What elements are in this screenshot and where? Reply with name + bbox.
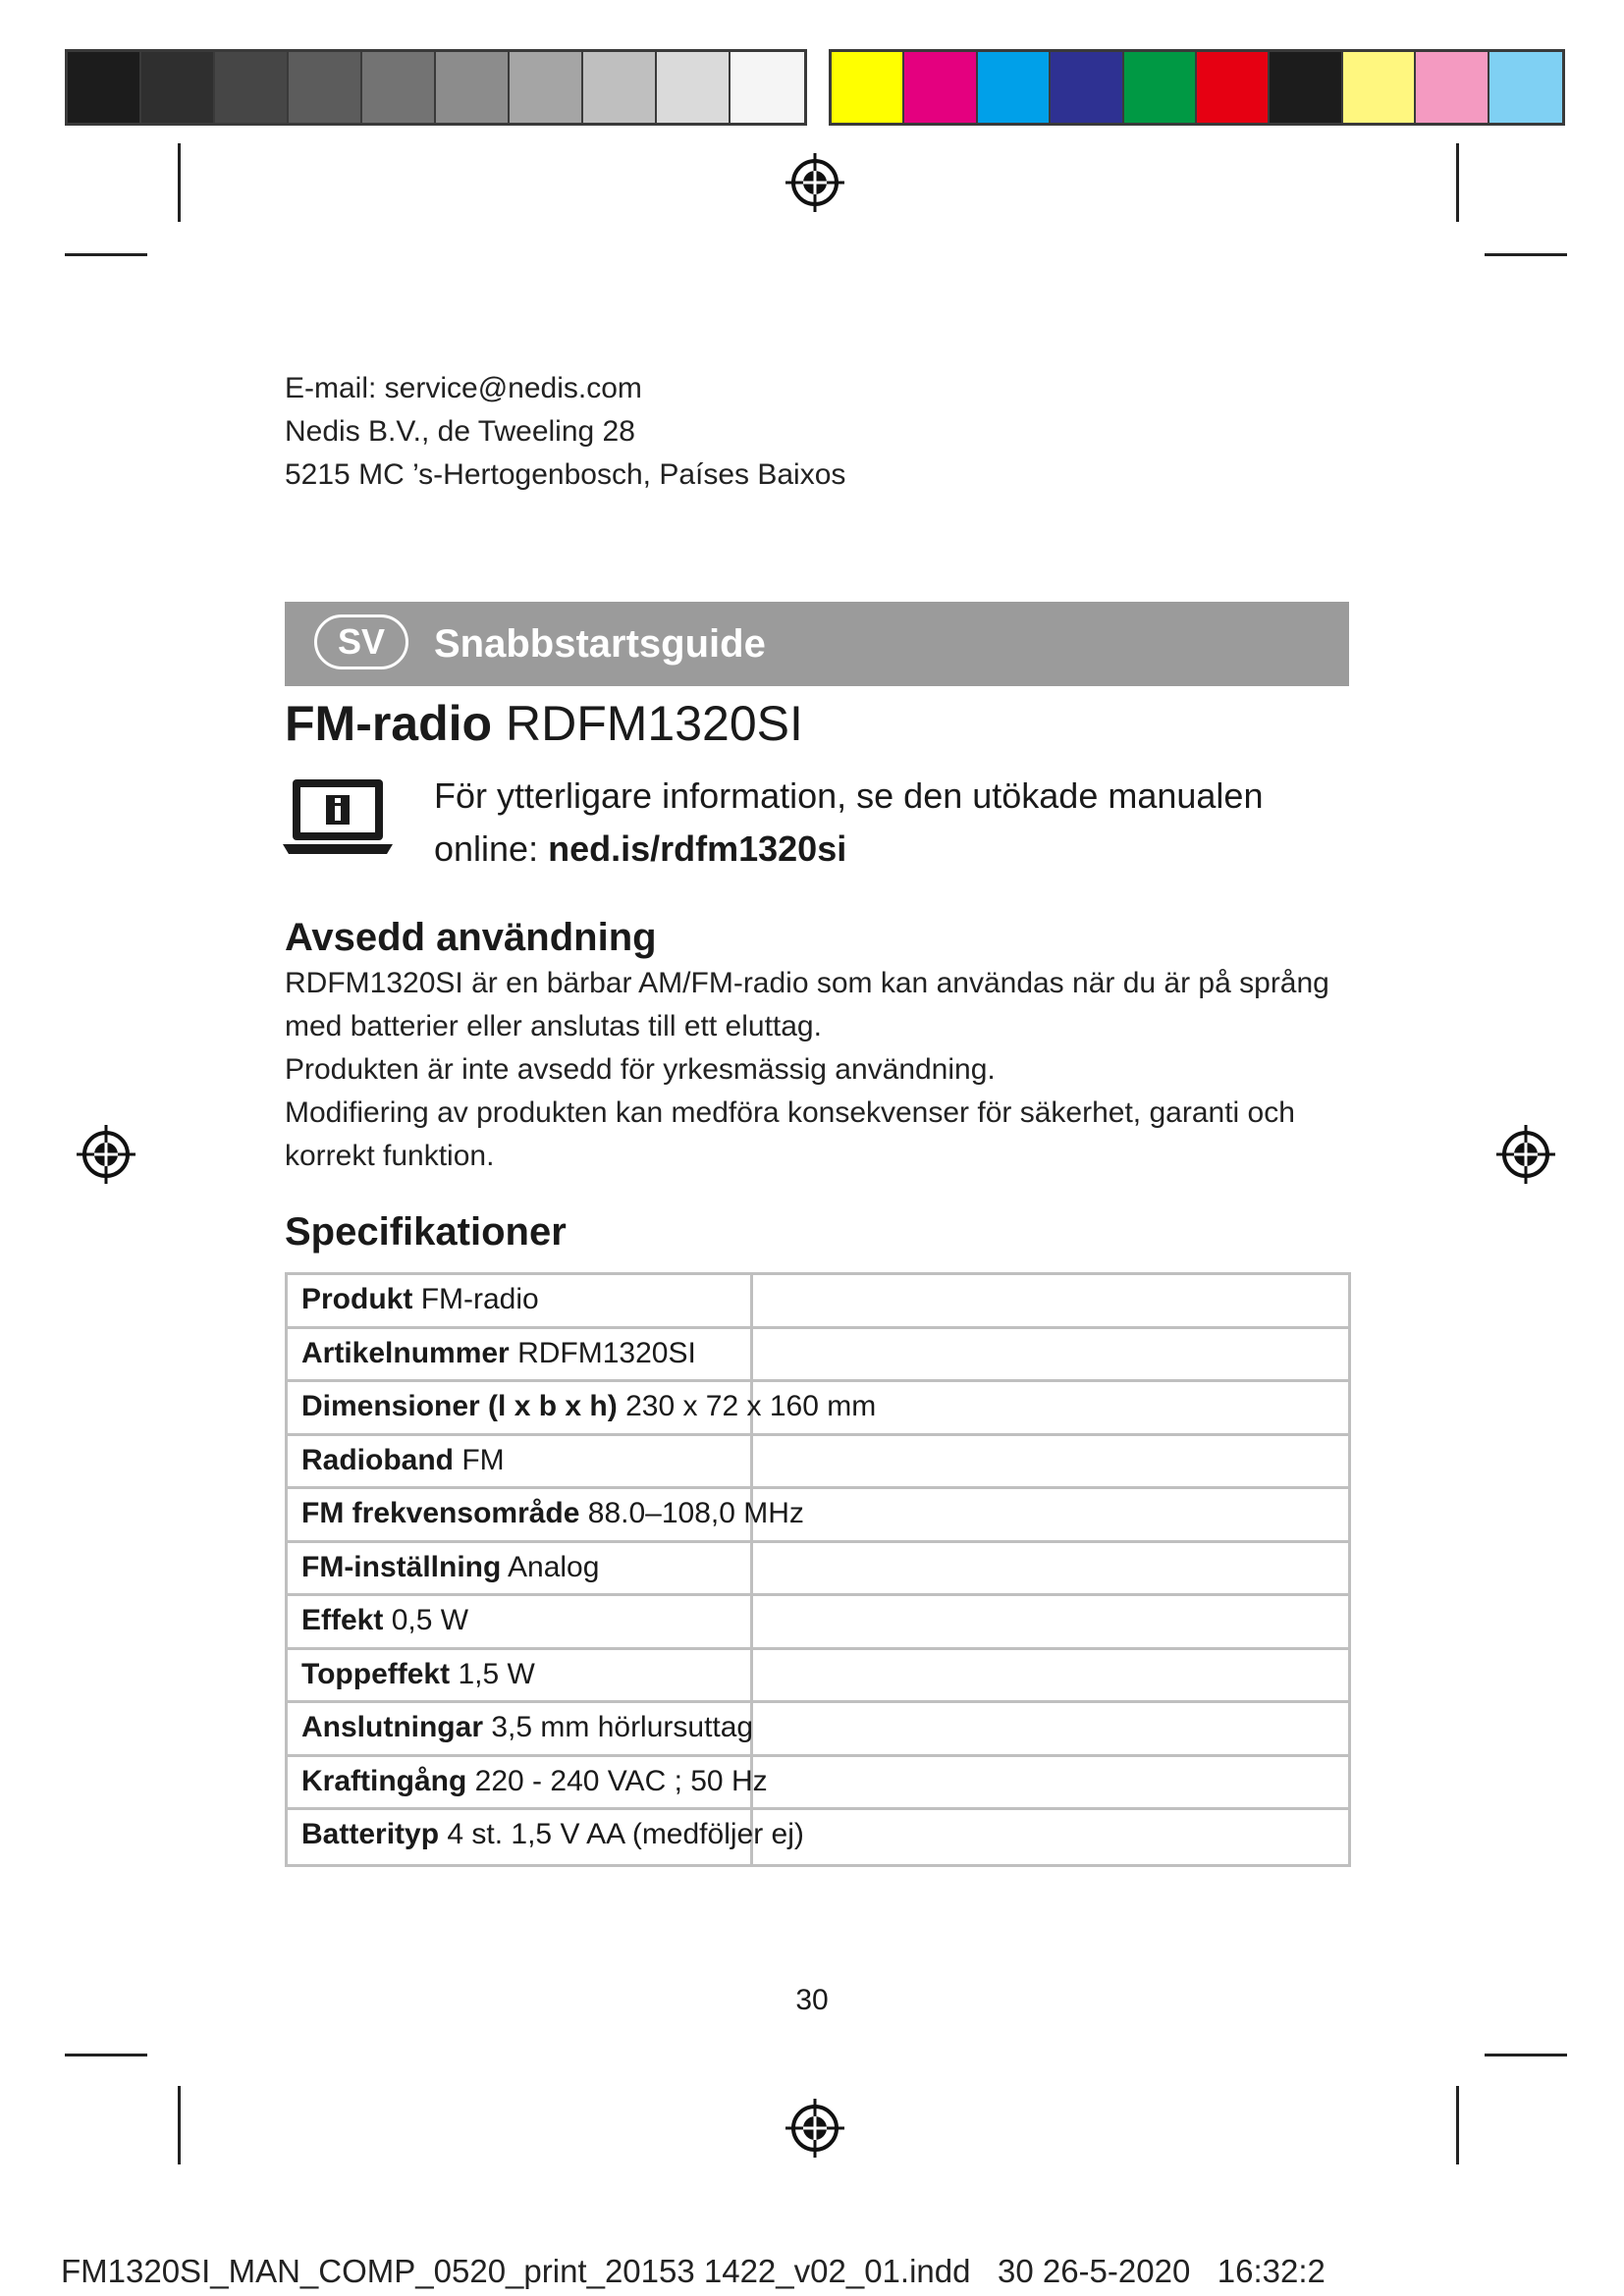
page-number: 30 (795, 1984, 829, 2016)
grayscale-color-bar (65, 49, 807, 126)
spec-label: Kraftingång (301, 1764, 467, 1797)
color-swatch (1197, 52, 1270, 123)
table-row (288, 1703, 1348, 1757)
manual-link[interactable]: ned.is/rdfm1320si (548, 828, 847, 869)
color-swatch (1124, 52, 1197, 123)
section-header-bar (285, 602, 1349, 686)
color-swatch (1343, 52, 1416, 123)
gray-swatch (215, 52, 289, 123)
spec-table (285, 1272, 1351, 1867)
spec-label: Effekt (301, 1604, 384, 1636)
color-swatch (978, 52, 1051, 123)
spec-label: FM-inställning (301, 1550, 502, 1583)
registration-mark-icon (784, 2097, 846, 2160)
intended-use-paragraph: Produkten är inte avsedd för yrkesmässig användning. (285, 1053, 996, 1086)
gray-swatch (510, 52, 583, 123)
table-row (288, 1275, 1348, 1329)
gray-swatch (657, 52, 731, 123)
crop-mark (1456, 143, 1459, 222)
gray-swatch (731, 52, 804, 123)
table-row (288, 1810, 1348, 1864)
spec-value: 220 - 240 VAC ; 50 Hz (474, 1764, 768, 1797)
crop-mark (1485, 253, 1567, 256)
info-line-1: För ytterligare information, se den utökade manualen (434, 775, 1264, 816)
product-title (285, 690, 803, 757)
crop-mark (178, 143, 181, 222)
contact-city: 5215 MC ’s-Hertogenbosch, Países Baixos (285, 458, 846, 491)
crop-mark (65, 253, 147, 256)
product-name: FM-radio (285, 696, 493, 751)
spec-label: Dimensioner (l x b x h) (301, 1390, 618, 1422)
info-line-2: online: ned.is/rdfm1320si (434, 828, 847, 869)
registration-mark-icon (784, 151, 846, 214)
spec-label: Toppeffekt (301, 1657, 451, 1690)
spec-value: 0,5 W (391, 1604, 469, 1636)
spec-value: FM (461, 1443, 505, 1476)
table-row (288, 1596, 1348, 1650)
spec-value: 230 x 72 x 160 mm (625, 1390, 877, 1422)
spec-label: Artikelnummer (301, 1336, 510, 1369)
gray-swatch (289, 52, 362, 123)
crop-mark (1456, 2086, 1459, 2164)
language-badge: SV (314, 614, 408, 669)
section-title: Snabbstartsguide (434, 622, 766, 666)
spec-value: 88.0–108,0 MHz (587, 1497, 804, 1529)
registration-mark-icon (75, 1123, 137, 1186)
color-swatch (1416, 52, 1489, 123)
spec-value: 1,5 W (458, 1657, 535, 1690)
table-row (288, 1489, 1348, 1543)
spec-value: FM-radio (420, 1283, 539, 1315)
table-row (288, 1382, 1348, 1436)
contact-company: Nedis B.V., de Tweeling 28 (285, 415, 635, 448)
intended-use-paragraph: RDFM1320SI är en bärbar AM/FM-radio som kan användas när du är på språng med batterier eller anslutas till ett eluttag. (285, 967, 1329, 1042)
table-row (288, 1757, 1348, 1811)
table-row (288, 1329, 1348, 1383)
color-swatch (1489, 52, 1562, 123)
crop-mark (1485, 2054, 1567, 2056)
gray-swatch (362, 52, 436, 123)
spec-label: Anslutningar (301, 1711, 483, 1743)
crop-mark (178, 2086, 181, 2164)
spec-value: RDFM1320SI (517, 1336, 696, 1369)
intended-use-heading: Avsedd användning (285, 916, 657, 959)
gray-swatch (436, 52, 510, 123)
color-swatch (904, 52, 977, 123)
spec-label: Batterityp (301, 1818, 440, 1850)
gray-swatch (68, 52, 141, 123)
table-row (288, 1650, 1348, 1704)
contact-email: E-mail: service@nedis.com (285, 372, 642, 404)
intended-use-paragraph: Modifiering av produkten kan medföra konsekvenser för säkerhet, garanti och korrekt funktion. (285, 1096, 1295, 1172)
spec-value: Analog (508, 1550, 600, 1583)
crop-mark (65, 2054, 147, 2056)
gray-swatch (583, 52, 657, 123)
spec-value: 4 st. 1,5 V AA (medföljer ej) (447, 1818, 804, 1850)
process-color-bar (829, 49, 1565, 126)
registration-mark-icon (1494, 1123, 1557, 1186)
color-swatch (1270, 52, 1342, 123)
color-swatch (832, 52, 904, 123)
spec-label: FM frekvensområde (301, 1497, 580, 1529)
gray-swatch (141, 52, 215, 123)
table-row (288, 1436, 1348, 1490)
laptop-info-icon (283, 775, 393, 858)
spec-value: 3,5 mm hörlursuttag (491, 1711, 754, 1743)
print-slug: FM1320SI_MAN_COMP_0520_print_20153 1422_v02_01.indd 30 26-5-2020 16:32:2 (61, 2253, 1326, 2289)
spec-label: Produkt (301, 1283, 413, 1315)
specs-heading: Specifikationer (285, 1210, 567, 1254)
color-swatch (1051, 52, 1123, 123)
table-row (288, 1543, 1348, 1597)
spec-label: Radioband (301, 1443, 454, 1476)
product-model: RDFM1320SI (506, 696, 803, 751)
